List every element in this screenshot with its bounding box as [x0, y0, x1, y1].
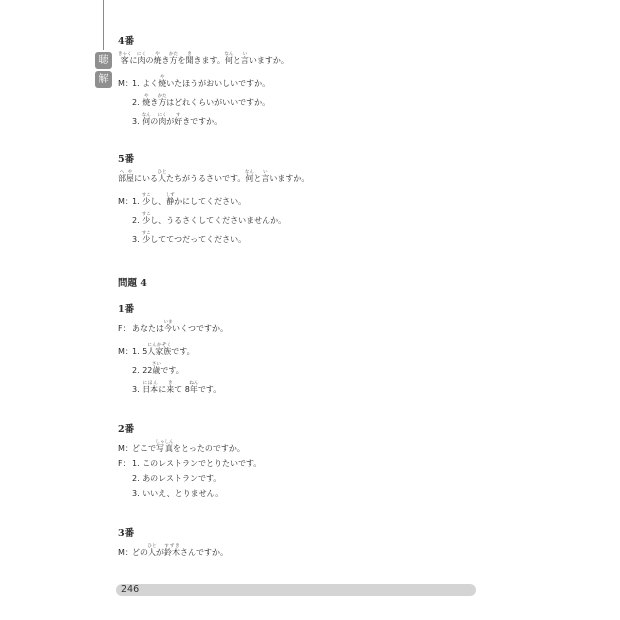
answer-option-3: 3. 何なんの肉にくが好すきですか。: [132, 113, 223, 126]
page-content: [118, 33, 498, 558]
answer-option-3: 3. いいえ、とりません。: [132, 489, 224, 498]
section-tab-listening-1: 聴: [95, 52, 112, 69]
item-heading-3: 3番: [118, 528, 135, 539]
question-prompt: 客きゃくに肉にくの焼やき方かたを聞ききます。何なんと言いいますか。: [118, 52, 289, 65]
section-tab-listening-2: 解: [95, 71, 112, 88]
answer-option-1: M：1. 5人家族にんかぞくです。: [118, 343, 195, 356]
answer-option-1: M：1. 少すこし、静しずかにしてください。: [118, 193, 247, 206]
item-heading-2: 2番: [118, 424, 135, 435]
answer-option-2: 2. あのレストランです。: [132, 474, 222, 483]
item-heading-5: 5番: [118, 154, 135, 165]
answer-option-2: 2. 22歳さいです。: [132, 362, 184, 375]
answer-option-2: 2. 焼やき方かたはどれくらいがいいですか。: [132, 94, 271, 107]
question-prompt: M：どこで写真しゃしんをとったのですか。: [118, 440, 245, 453]
problem-heading: 問題 4: [118, 278, 147, 289]
answer-option-3: 3. 日本にほんに来きて 8年ねんです。: [132, 381, 222, 394]
page-number: 246: [121, 584, 140, 595]
margin-rule: [103, 0, 104, 50]
item-heading-4: 4番: [118, 36, 135, 47]
item-heading-1: 1番: [118, 304, 135, 315]
answer-option-2: 2. 少すこし、うるさくしてくださいませんか。: [132, 212, 287, 225]
answer-option-1: M：1. よく焼やいたほうがおいしいですか。: [118, 75, 271, 88]
question-prompt: F：あなたは今いまいくつですか。: [118, 320, 228, 333]
answer-option-3: 3. 少すこしててつだってください。: [132, 231, 247, 244]
answer-option-1: F：1. このレストランでとりたいです。: [118, 459, 262, 468]
question-prompt: 部屋へやにいる人ひとたちがうるさいです。何なんと言いいますか。: [118, 170, 310, 183]
question-prompt: M：どの人ひとが鈴木すずきさんですか。: [118, 544, 228, 557]
footer-bar: [116, 584, 476, 596]
